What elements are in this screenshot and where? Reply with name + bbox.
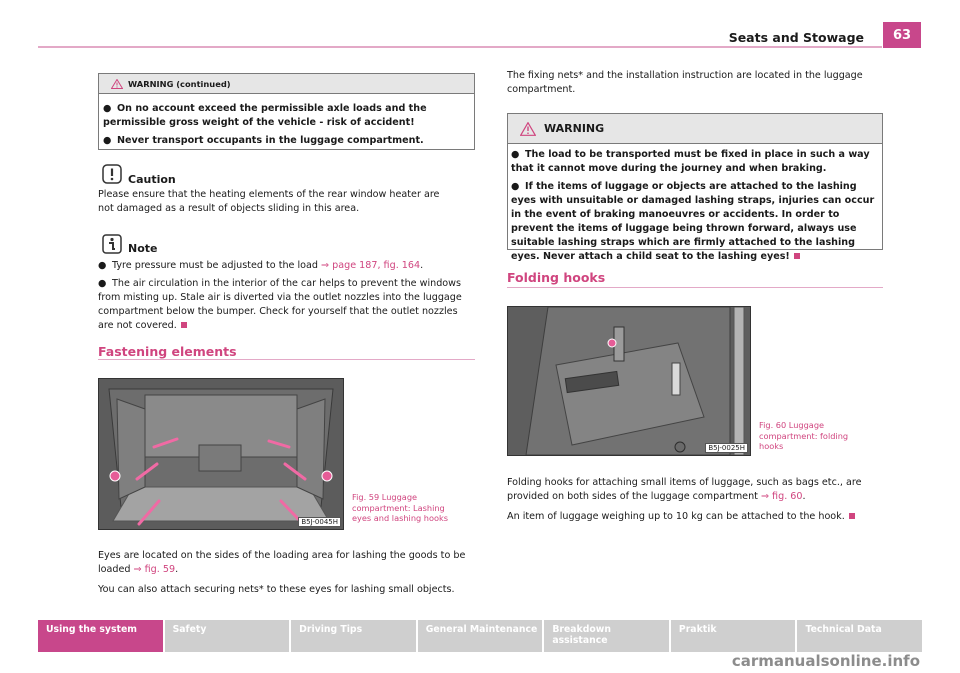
folding-paragraph-2: An item of luggage weighing up to 10 kg can be attached to the hook. (507, 510, 885, 524)
warning-item: ● The load to be transported must be fixed in place in such a way that it cannot move during the journey and when braking. (511, 149, 870, 174)
fastening-paragraph-1: Eyes are located on the sides of the loading area for lashing the goods to be loaded ⇒ fig. 59. (98, 550, 466, 575)
end-of-section-mark (181, 322, 187, 328)
section-rule (98, 359, 475, 360)
caution-icon (102, 164, 122, 184)
nav-tab-praktik[interactable]: Praktik (671, 620, 796, 652)
note-icon (102, 234, 122, 254)
nav-tab-driving-tips[interactable]: Driving Tips (291, 620, 416, 652)
chapter-navigation (38, 620, 922, 652)
section-heading-folding-hooks: Folding hooks (507, 270, 606, 285)
nav-tab-general-maintenance[interactable]: General Maintenance (418, 620, 543, 652)
figure-60-caption: Fig. 60 Luggage compartment: folding hooks (759, 420, 849, 451)
nav-tab-safety[interactable]: Safety (165, 620, 290, 652)
end-of-section-mark (794, 253, 800, 259)
warning-item: ● If the items of luggage or objects are attached to the lashing eyes with unsuitable or damaged lashing straps, injuries can occur in the event of braking manoeuvres or accidents. In order to prevent the items of luggage being thrown forward, always use suitable lashing straps which are firmly attached to the lashing eyes. Never attach a child seat to the lashing eyes! (511, 181, 875, 262)
warning-label: WARNING (544, 122, 605, 135)
figure-59-lashing-eyes (98, 378, 344, 530)
section-rule (507, 287, 883, 288)
nav-tab-technical-data[interactable]: Technical Data (797, 620, 922, 652)
page-number: 63 (883, 22, 921, 48)
luggage-compartment-illustration (99, 379, 343, 529)
nav-tab-breakdown-assistance[interactable]: Breakdown assistance (544, 620, 669, 652)
note-title: Note (128, 242, 158, 255)
caution-title: Caution (128, 173, 176, 186)
figure-code: B5J-0045H (298, 517, 341, 527)
note-item-1: ● Tyre pressure must be adjusted to the load ⇒ page 187, fig. 164. (98, 260, 424, 271)
warning-head (508, 114, 882, 144)
warning-list (508, 144, 882, 264)
header-rule (38, 46, 882, 48)
warning-continued-head (99, 74, 474, 94)
section-heading-fastening: Fastening elements (98, 344, 237, 359)
warning-continued-box (98, 73, 475, 150)
warning-triangle-icon (520, 122, 536, 136)
figure-code: B5J-0025H (705, 443, 748, 453)
fastening-paragraph-2: You can also attach securing nets* to these eyes for lashing small objects. (98, 584, 455, 595)
note-item-2: ● The air circulation in the interior of the car helps to prevent the windows from misting up. Stale air is diverted via the outlet nozzles into the luggage compartment below the bumper. Check for yourself that the outlet nozzles are not covered. (98, 278, 462, 331)
warning-box (507, 113, 883, 262)
warning-continued-list (99, 94, 474, 148)
warning-item: ● On no account exceed the permissible axle loads and the permissible gross weight of the vehicle - risk of accident! (103, 103, 427, 128)
warning-triangle-icon (111, 79, 123, 89)
fig-60-link[interactable]: ⇒ fig. 60 (760, 491, 803, 502)
fig-59-link[interactable]: ⇒ fig. 59 (133, 564, 176, 575)
warning-continued-label: WARNING (continued) (128, 78, 231, 89)
watermark: carmanualsonline.info (731, 652, 920, 670)
figure-59-caption: Fig. 59 Luggage compartment: Lashing eyes and lashing hooks (352, 492, 449, 523)
folding-hook-illustration (508, 307, 750, 455)
folding-paragraph-1: Folding hooks for attaching small items of luggage, such as bags etc., are provided on both sides of the luggage compartment ⇒ fig. 60. (507, 477, 862, 502)
caution-text: Please ensure that the heating elements of the rear window heater are not damaged as a result of objects sliding in this area. (98, 189, 440, 214)
running-header-title: Seats and Stowage (728, 30, 864, 45)
page-187-link[interactable]: ⇒ page 187, fig. 164 (321, 260, 421, 271)
nav-tab-using-the-system[interactable]: Using the system (38, 620, 163, 652)
figure-60-folding-hooks (507, 306, 751, 456)
fixing-nets-intro: The fixing nets* and the installation instruction are located in the luggage compartment. (507, 70, 863, 95)
end-of-section-mark (849, 513, 855, 519)
warning-item: ● Never transport occupants in the luggage compartment. (103, 135, 424, 146)
